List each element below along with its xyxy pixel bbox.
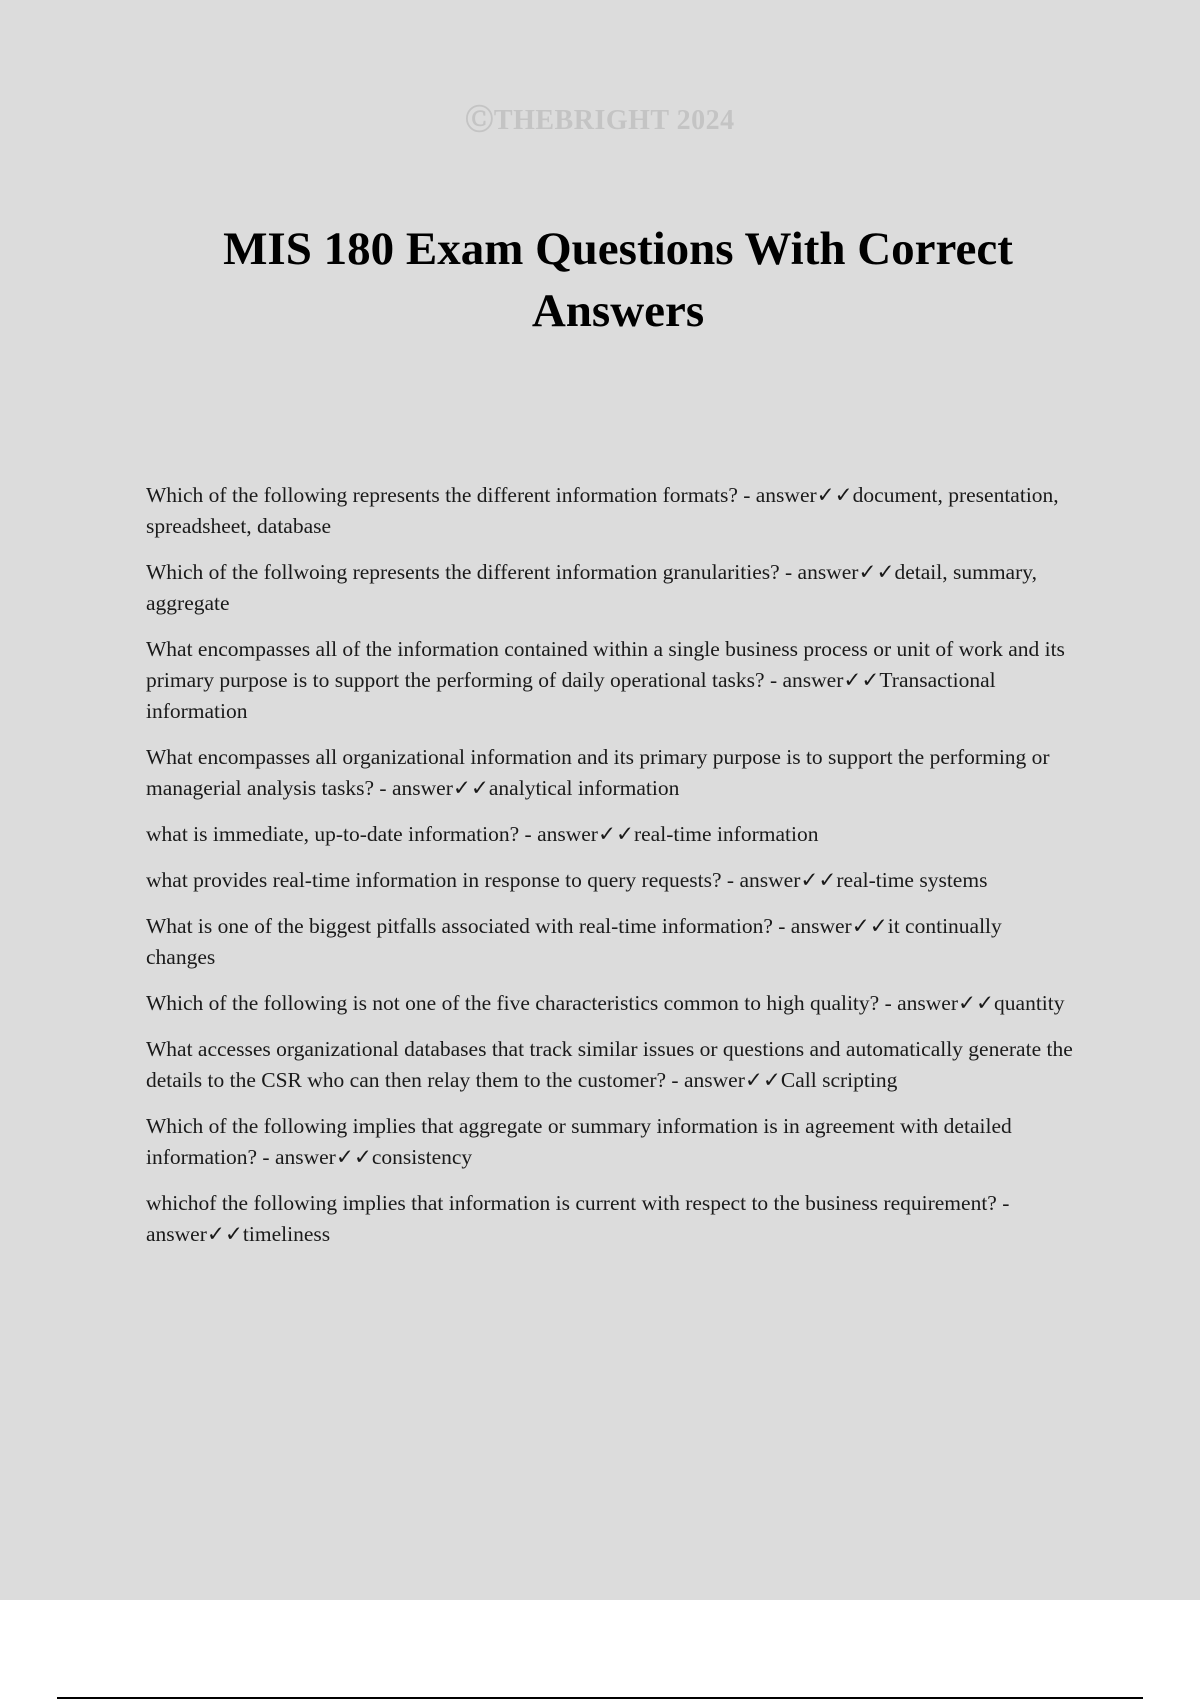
copyright-watermark: ⒸTHEBRIGHT 2024: [465, 105, 735, 136]
qa-item: Which of the following implies that aggregate or summary information is in agreement with detailed information? - answer✓✓consistency: [146, 1114, 1012, 1169]
qa-item: What is one of the biggest pitfalls associated with real-time information? - answer✓✓it continually changes: [146, 914, 1002, 969]
qa-item: what is immediate, up-to-date information? - answer✓✓real-time information: [146, 822, 819, 846]
qa-item: What accesses organizational databases that track similar issues or questions and automatically generate the details to the CSR who can then relay them to the customer? - answer✓✓Call scripting: [146, 1037, 1073, 1092]
qa-item: What encompasses all organizational information and its primary purpose is to support the performing or managerial analysis tasks? - answer✓✓analytical information: [146, 745, 1050, 800]
qa-item: What encompasses all of the information contained within a single business process or unit of work and its primary purpose is to support the performing of daily operational tasks? - answer✓✓Transactional information: [146, 637, 1065, 723]
qa-item: Which of the follwoing represents the different information granularities? - answer✓✓detail, summary, aggregate: [146, 560, 1037, 615]
document-title: MIS 180 Exam Questions With Correct Answers: [223, 223, 1013, 337]
qa-list: [146, 480, 1076, 1265]
footer-divider: [57, 1697, 1143, 1699]
qa-item: what provides real-time information in response to query requests? - answer✓✓real-time systems: [146, 868, 988, 892]
qa-item: Which of the following is not one of the five characteristics common to high quality? - answer✓✓quantity: [146, 991, 1065, 1015]
qa-item: Which of the following represents the different information formats? - answer✓✓document, presentation, spreadsheet, database: [146, 483, 1059, 538]
qa-item: whichof the following implies that information is current with respect to the business requirement? - answer✓✓timeliness: [146, 1191, 1010, 1246]
